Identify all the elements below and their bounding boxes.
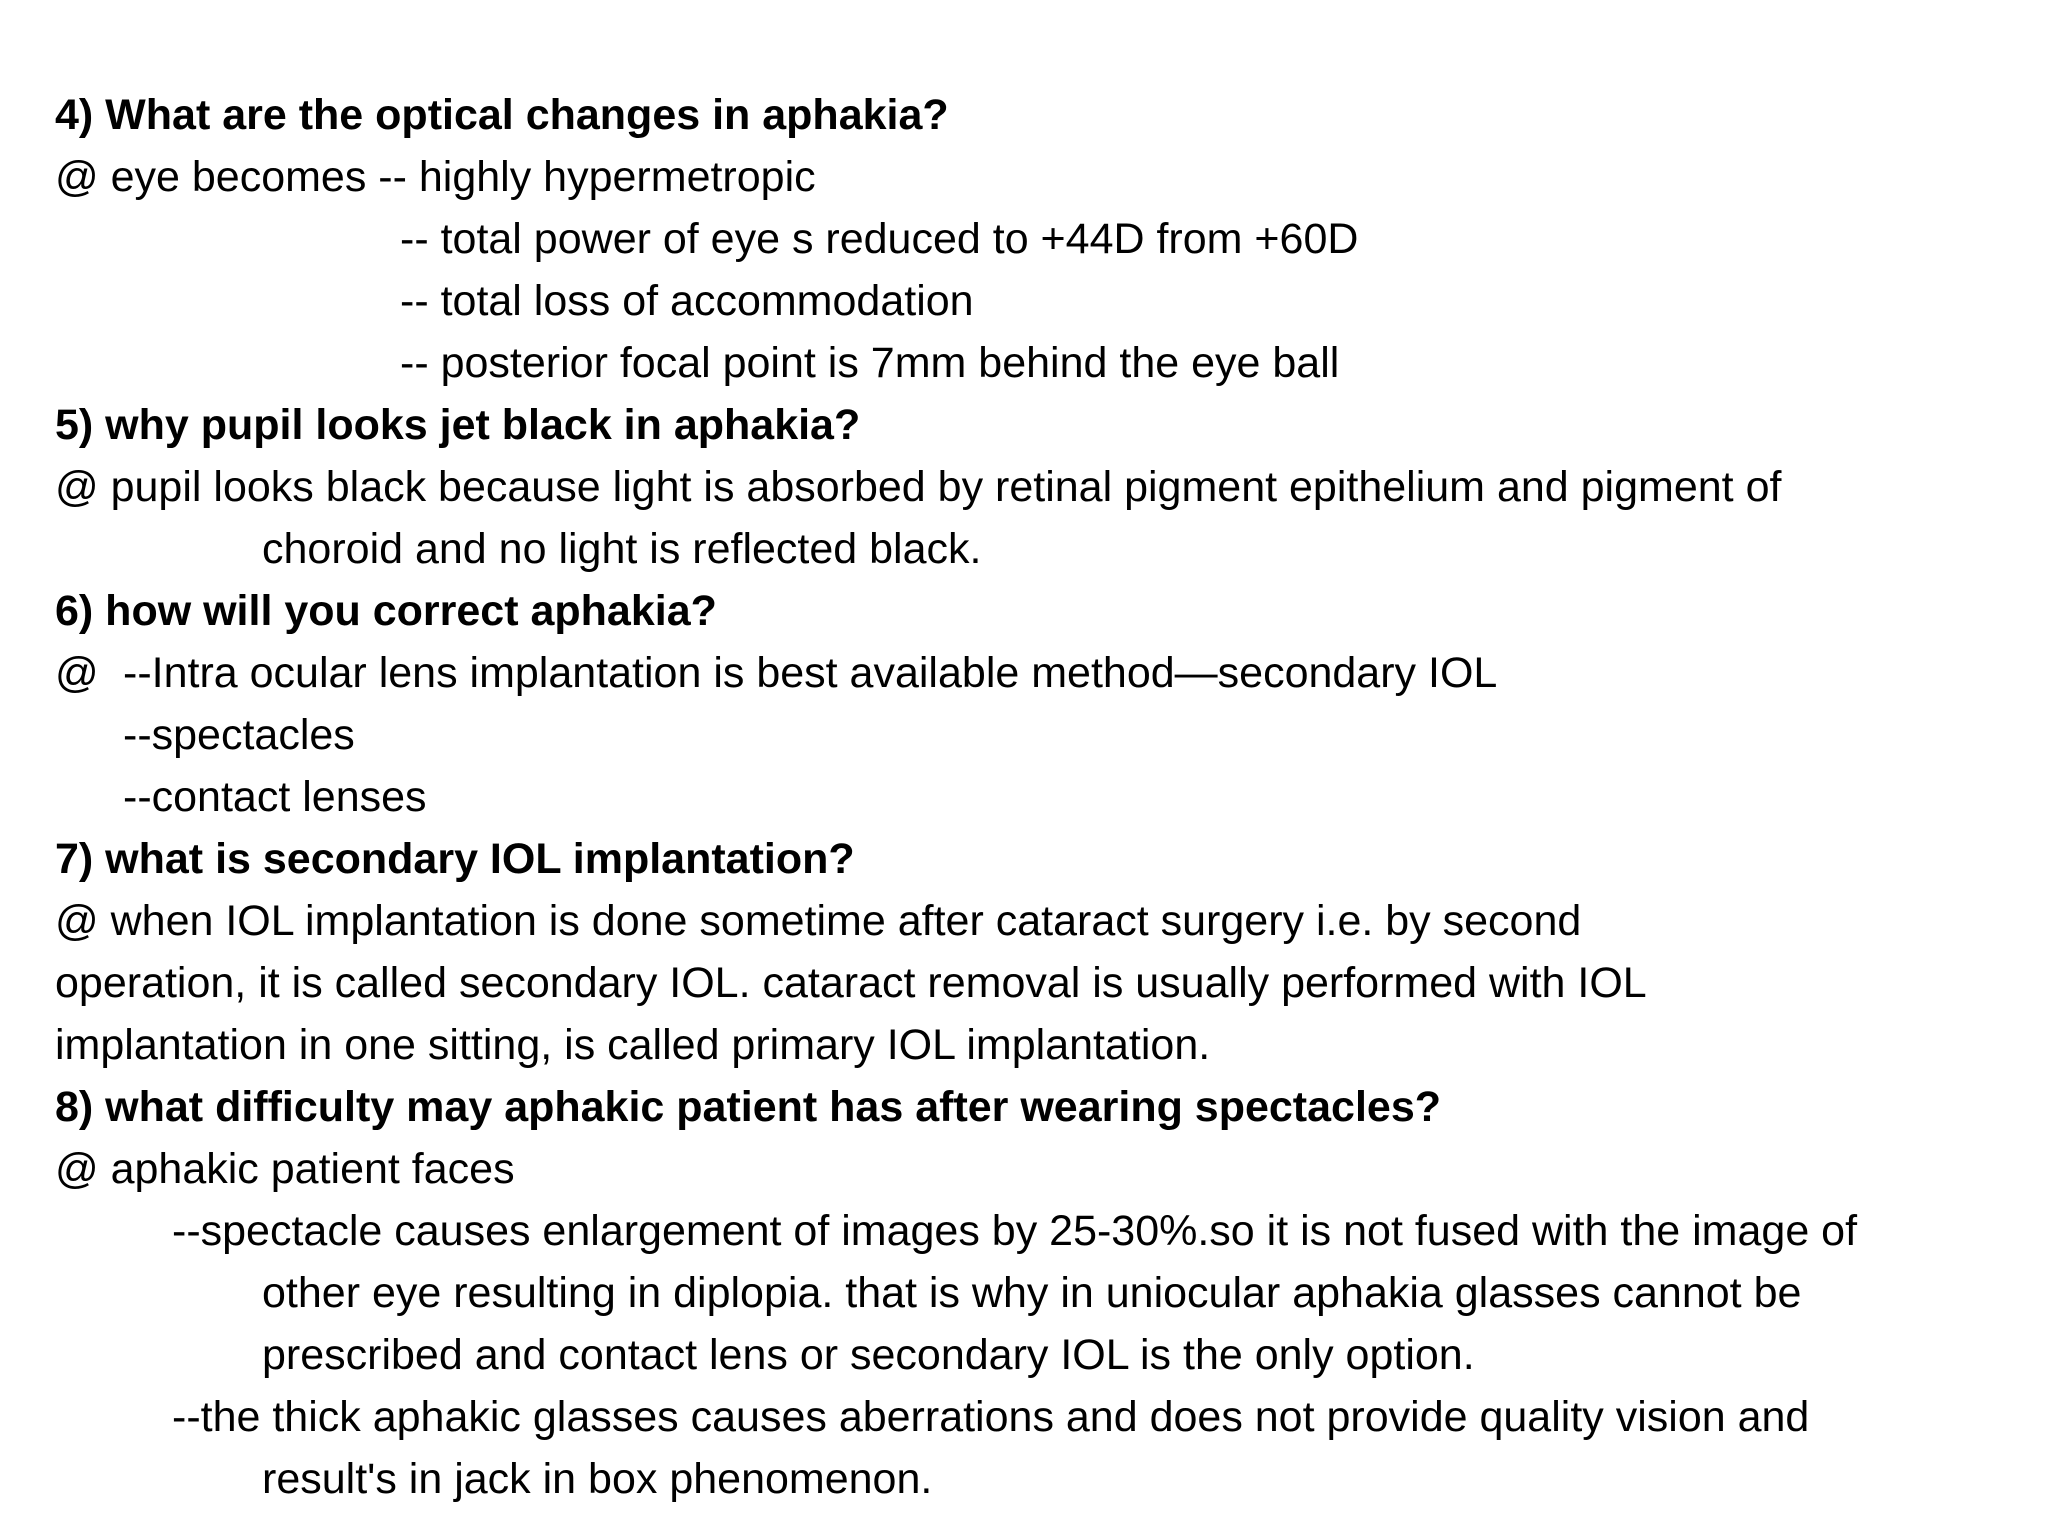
question-7-heading: 7) what is secondary IOL implantation?: [55, 835, 855, 883]
answer-5-line-2: choroid and no light is reflected black.: [262, 525, 982, 573]
question-5-heading: 5) why pupil looks jet black in aphakia?: [55, 401, 861, 449]
answer-7-line-1: @ when IOL implantation is done sometime after cataract surgery i.e. by second: [55, 897, 1582, 945]
answer-8-line-4: prescribed and contact lens or secondary IOL is the only option.: [262, 1331, 1475, 1379]
answer-8-line-2: --spectacle causes enlargement of images by 25-30%.so it is not fused with the image of: [172, 1207, 1858, 1255]
question-6-heading: 6) how will you correct aphakia?: [55, 587, 717, 635]
answer-6-marker: @: [55, 649, 99, 697]
answer-8-line-5: --the thick aphakic glasses causes aberrations and does not provide quality vision and: [172, 1393, 1810, 1441]
answer-8-line-6: result's in jack in box phenomenon.: [262, 1455, 933, 1503]
question-4-heading: 4) What are the optical changes in aphakia?: [55, 91, 949, 139]
answer-5-line-1: @ pupil looks black because light is absorbed by retinal pigment epithelium and pigment of: [55, 463, 1782, 511]
question-8-heading: 8) what difficulty may aphakic patient has after wearing spectacles?: [55, 1083, 1441, 1131]
answer-7-line-3: implantation in one sitting, is called primary IOL implantation.: [55, 1021, 1211, 1069]
answer-6-line-2: --spectacles: [123, 711, 355, 759]
answer-8-line-1: @ aphakic patient faces: [55, 1145, 515, 1193]
answer-7-line-2: operation, it is called secondary IOL. cataract removal is usually performed with IOL: [55, 959, 1647, 1007]
answer-4-line-3: -- total loss of accommodation: [400, 277, 974, 325]
answer-6-line-3: --contact lenses: [123, 773, 427, 821]
answer-4-line-4: -- posterior focal point is 7mm behind the eye ball: [400, 339, 1340, 387]
answer-4-line-1: @ eye becomes -- highly hypermetropic: [55, 153, 816, 201]
answer-4-line-2: -- total power of eye s reduced to +44D from +60D: [400, 215, 1359, 263]
answer-6-line-1: --Intra ocular lens implantation is best available method—secondary IOL: [123, 649, 1498, 697]
answer-8-line-3: other eye resulting in diplopia. that is why in uniocular aphakia glasses cannot be: [262, 1269, 1802, 1317]
